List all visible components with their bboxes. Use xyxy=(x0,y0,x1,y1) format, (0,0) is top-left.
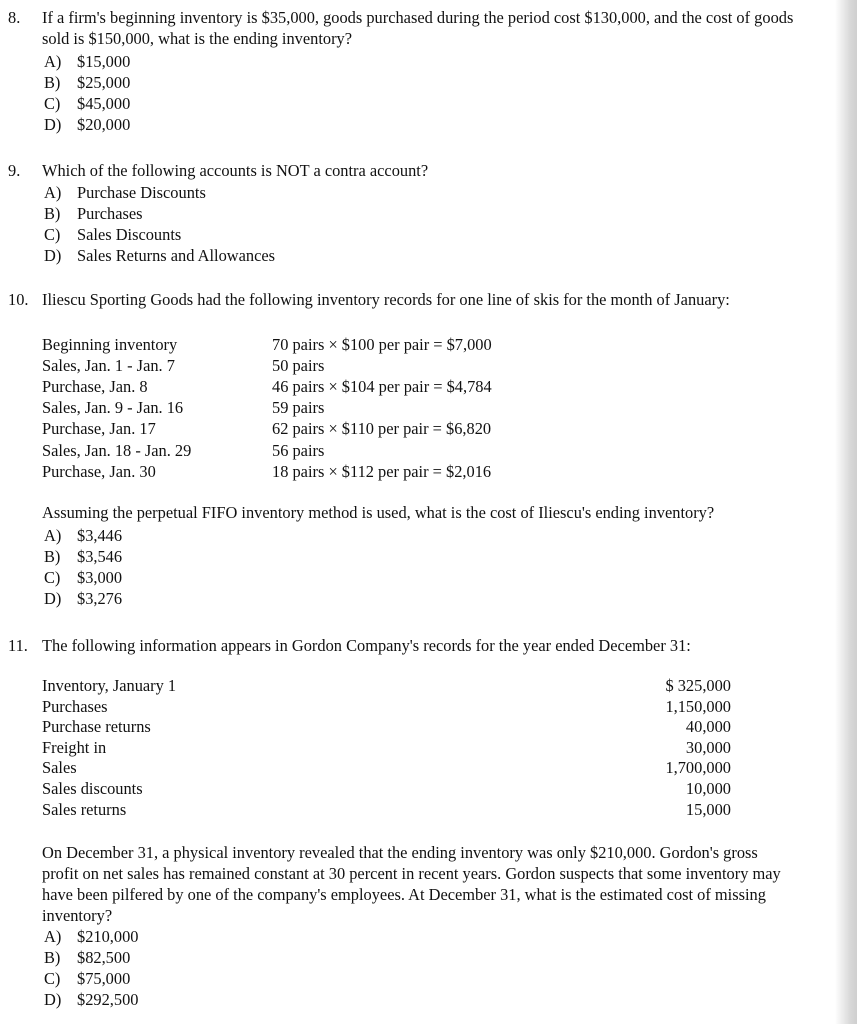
option-letter: B) xyxy=(44,947,61,967)
question-text: inventory? xyxy=(42,905,113,925)
question-text: profit on net sales has remained constant at 30 percent in recent years. Gordon suspects that some inventory may xyxy=(42,863,781,883)
table-label: Purchase, Jan. 30 xyxy=(42,461,156,481)
table-label: Inventory, January 1 xyxy=(42,676,177,695)
option-text: $45,000 xyxy=(77,93,131,113)
question-text: Assuming the perpetual FIFO inventory method is used, what is the cost of Iliescu's ending inventory? xyxy=(42,503,715,522)
table-value: 70 pairs × $100 per pair = $7,000 xyxy=(272,335,492,354)
option-letter: A) xyxy=(44,526,62,545)
table-value: 10,000 xyxy=(685,779,731,798)
option-letter: B) xyxy=(44,203,61,223)
table-label: Purchase returns xyxy=(42,717,151,737)
option-letter: A) xyxy=(44,52,62,71)
option-text: $3,446 xyxy=(77,526,123,545)
option-text: $3,276 xyxy=(77,588,123,608)
question-text: sold is $150,000, what is the ending inventory? xyxy=(42,28,353,48)
option-text: $75,000 xyxy=(77,968,131,988)
table-label: Sales, Jan. 1 - Jan. 7 xyxy=(42,356,175,376)
table-value: 59 pairs xyxy=(272,398,325,418)
table-value: 50 pairs xyxy=(272,356,325,376)
option-text: $25,000 xyxy=(77,72,131,92)
question-text: Which of the following accounts is NOT a contra account? xyxy=(42,161,429,180)
question-text: have been pilfered by one of the company's employees. At December 31, what is the estimated cost of missing xyxy=(42,884,766,904)
table-label: Beginning inventory xyxy=(42,335,178,354)
option-text: $20,000 xyxy=(77,114,131,134)
option-letter: C) xyxy=(44,968,61,988)
table-label: Freight in xyxy=(42,737,107,757)
option-letter: C) xyxy=(44,224,61,244)
question-number: 9. xyxy=(8,161,21,180)
question-text: On December 31, a physical inventory revealed that the ending inventory was only $210,000. Gordon's gross xyxy=(42,843,758,862)
table-value: 56 pairs xyxy=(272,440,325,460)
option-letter: D) xyxy=(44,245,62,265)
option-text: $3,000 xyxy=(77,567,123,587)
table-value: $ 325,000 xyxy=(665,676,731,695)
table-label: Sales, Jan. 18 - Jan. 29 xyxy=(42,440,192,460)
option-text: $210,000 xyxy=(77,927,139,946)
question-text: Iliescu Sporting Goods had the following inventory records for one line of skis for the month of January: xyxy=(42,290,730,309)
option-letter: B) xyxy=(44,546,61,566)
option-text: $3,546 xyxy=(77,546,123,566)
option-text: $82,500 xyxy=(77,947,131,967)
option-text: $15,000 xyxy=(77,52,131,71)
table-value: 15,000 xyxy=(685,799,731,819)
table-value: 30,000 xyxy=(685,737,731,757)
option-text: Sales Discounts xyxy=(77,224,182,244)
option-letter: D) xyxy=(44,989,62,1009)
table-label: Sales returns xyxy=(42,799,127,819)
option-letter: D) xyxy=(44,588,62,608)
question-text: If a firm's beginning inventory is $35,000, goods purchased during the period cost $130,000, and the cost of goods xyxy=(42,8,794,27)
table-label: Purchase, Jan. 17 xyxy=(42,419,156,439)
question-text: The following information appears in Gordon Company's records for the year ended December 31: xyxy=(42,636,691,655)
option-letter: A) xyxy=(44,927,62,946)
option-letter: C) xyxy=(44,567,61,587)
page-edge-shadow xyxy=(835,0,857,1024)
table-value: 46 pairs × $104 per pair = $4,784 xyxy=(272,377,492,397)
table-label: Purchases xyxy=(42,696,108,716)
table-label: Sales xyxy=(42,758,77,778)
table-label: Sales discounts xyxy=(42,779,143,798)
table-value: 1,700,000 xyxy=(665,758,731,778)
question-number: 10. xyxy=(8,290,29,309)
table-label: Sales, Jan. 9 - Jan. 16 xyxy=(42,398,184,418)
option-letter: A) xyxy=(44,183,62,202)
option-text: Purchases xyxy=(77,203,143,223)
option-text: Purchase Discounts xyxy=(77,183,206,202)
table-value: 1,150,000 xyxy=(665,696,731,716)
table-value: 62 pairs × $110 per pair = $6,820 xyxy=(272,419,492,439)
table-label: Purchase, Jan. 8 xyxy=(42,377,148,397)
question-number: 8. xyxy=(8,8,21,27)
table-value: 18 pairs × $112 per pair = $2,016 xyxy=(272,461,492,481)
option-text: Sales Returns and Allowances xyxy=(77,245,276,265)
option-letter: C) xyxy=(44,93,61,113)
option-letter: D) xyxy=(44,114,62,134)
option-letter: B) xyxy=(44,72,61,92)
table-value: 40,000 xyxy=(685,717,731,737)
option-text: $292,500 xyxy=(77,989,139,1009)
question-number: 11. xyxy=(8,636,28,655)
